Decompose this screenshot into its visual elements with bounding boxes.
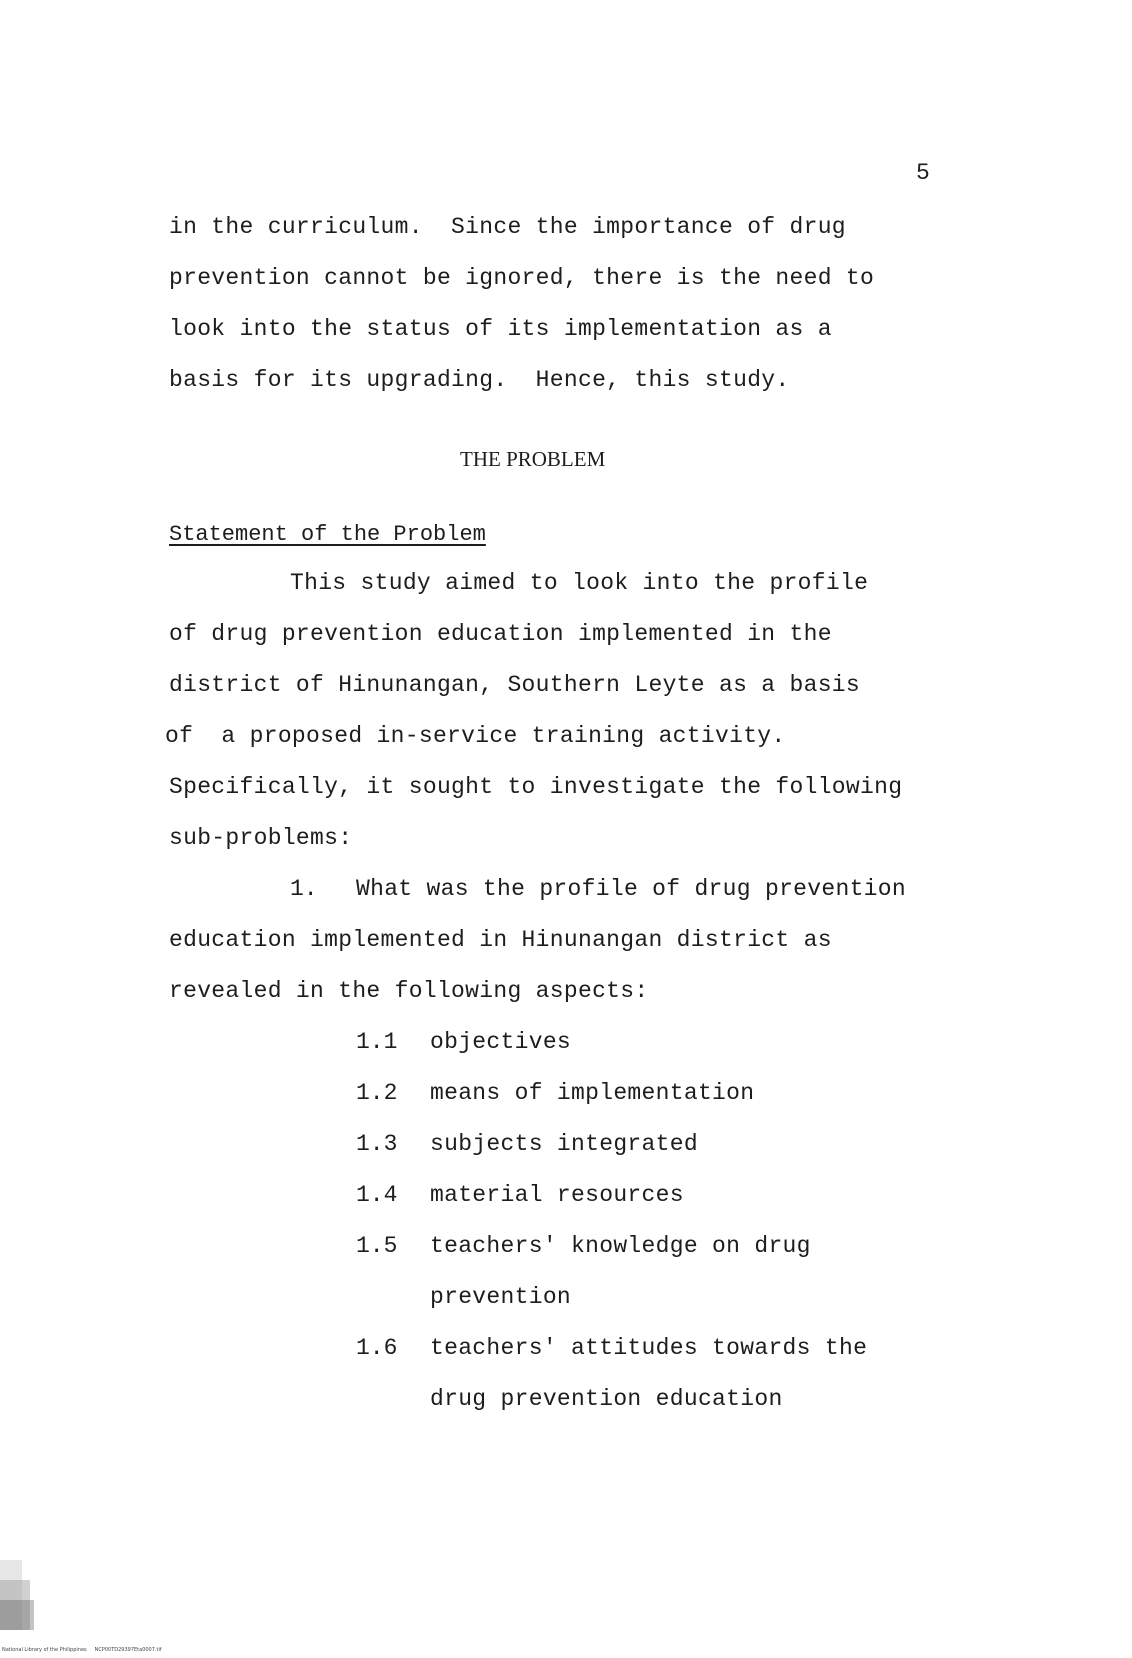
aspect-number: 1.4: [356, 1182, 398, 1208]
page-number: 5: [916, 160, 930, 186]
statement-line: sub-problems:: [169, 825, 353, 851]
intro-line: look into the status of its implementation as a: [169, 316, 832, 342]
section-heading: THE PROBLEM: [460, 447, 606, 471]
statement-line: district of Hinunangan, Southern Leyte as a basis: [169, 672, 861, 698]
aspect-number: 1.1: [356, 1029, 398, 1055]
aspect-number: 1.2: [356, 1080, 398, 1106]
intro-line: basis for its upgrading. Hence, this study.: [169, 367, 790, 393]
scan-footer: [2, 1647, 162, 1653]
intro-line: in the curriculum. Since the importance of drug: [169, 214, 846, 240]
aspect-text: subjects integrated: [430, 1131, 698, 1157]
aspect-text: teachers' knowledge on drug: [430, 1233, 811, 1259]
aspect-number: 1.3: [356, 1131, 398, 1157]
aspect-text: drug prevention education: [430, 1386, 783, 1412]
statement-line: of a proposed in-service training activity.: [165, 723, 786, 749]
question-line: revealed in the following aspects:: [169, 978, 649, 1004]
aspect-text: prevention: [430, 1284, 572, 1310]
footer-library: National Library of the Philippines: [2, 1647, 87, 1653]
statement-line: Specifically, it sought to investigate the following: [169, 774, 903, 800]
footer-code: NCP00TD29397Eta0007.tif: [94, 1647, 162, 1653]
question-number: 1.: [290, 876, 318, 902]
question-line: What was the profile of drug prevention: [356, 876, 906, 902]
statement-line: of drug prevention education implemented in the: [169, 621, 832, 647]
aspect-number: 1.5: [356, 1233, 398, 1259]
intro-line: prevention cannot be ignored, there is the need to: [169, 265, 875, 291]
aspect-text: objectives: [430, 1029, 572, 1055]
statement-line: This study aimed to look into the profile: [290, 570, 869, 596]
aspect-number: 1.6: [356, 1335, 398, 1361]
scan-noise-edge: [0, 1500, 36, 1630]
aspect-text: material resources: [430, 1182, 684, 1208]
aspect-text: means of implementation: [430, 1080, 755, 1106]
question-line: education implemented in Hinunangan district as: [169, 927, 832, 953]
aspect-text: teachers' attitudes towards the: [430, 1335, 868, 1361]
subheading: Statement of the Problem: [169, 522, 486, 547]
